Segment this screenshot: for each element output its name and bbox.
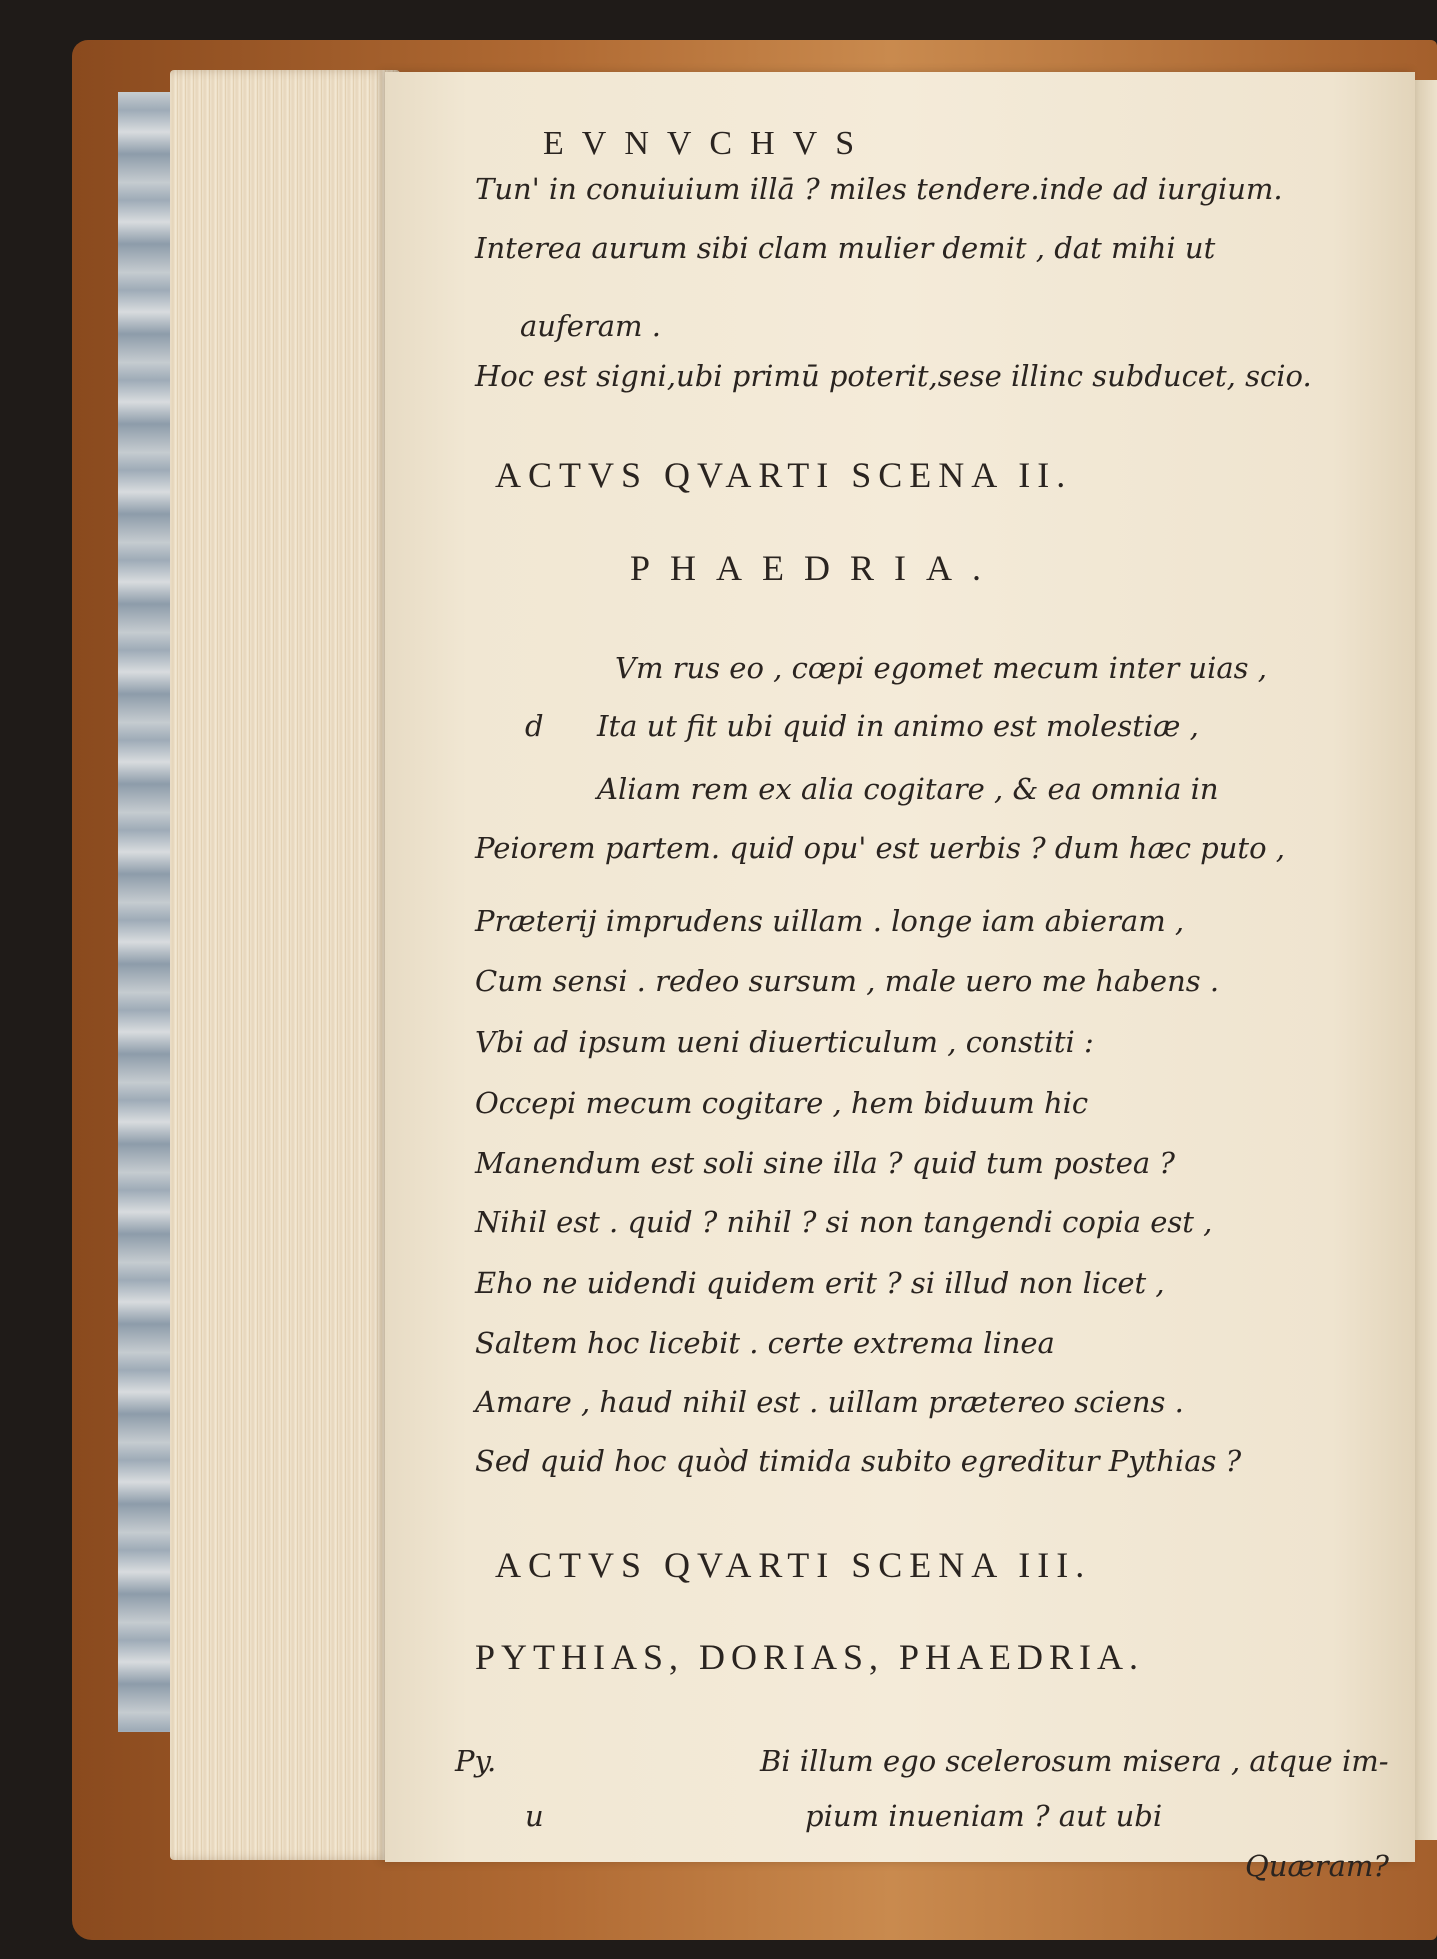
facing-page-edge <box>1412 80 1437 1840</box>
verse-line: Cum sensi . redeo sursum , male uero me habens . <box>475 964 1220 998</box>
catchword: Quæram? <box>1245 1849 1389 1883</box>
verse-line: Bi illum ego scelerosum misera , atque im- <box>760 1744 1389 1778</box>
running-title: EVNVCHVS <box>543 125 873 162</box>
verse-line: Occepi mecum cogitare , hem biduum hic <box>475 1086 1089 1120</box>
scene-speaker: PHAEDRIA. <box>630 548 1002 588</box>
text-line: Interea aurum sibi clam mulier demit , dat mihi ut <box>475 231 1216 265</box>
verse-line: Peiorem partem. quid opu' est uerbis ? dum hæc puto , <box>475 831 1285 865</box>
verse-line: Saltem hoc licebit . certe extrema linea <box>475 1326 1055 1360</box>
scene-speakers: PYTHIAS, DORIAS, PHAEDRIA. <box>475 1637 1145 1677</box>
margin-letter: u <box>525 1799 544 1833</box>
verse-line: Vm rus eo , cœpi egomet mecum inter uias , <box>615 651 1267 685</box>
verse-line: Ita ut fit ubi quid in animo est molestiæ , <box>597 709 1199 743</box>
margin-letter: d <box>525 709 544 743</box>
book-page <box>385 72 1415 1883</box>
verse-line: Præterij imprudens uillam . longe iam abieram , <box>475 904 1185 938</box>
verse-line: Amare , haud nihil est . uillam prætereo sciens . <box>475 1385 1184 1419</box>
speaker-abbrev: Py. <box>455 1744 497 1778</box>
scene-heading: ACTVS QVARTI SCENA II. <box>495 455 1073 495</box>
verse-line: Eho ne uidendi quidem erit ? si illud non licet , <box>475 1266 1165 1300</box>
scene-heading: ACTVS QVARTI SCENA III. <box>495 1545 1092 1585</box>
verse-line: Nihil est . quid ? nihil ? si non tangendi copia est , <box>475 1205 1213 1239</box>
page-block-edges <box>170 70 400 1860</box>
text-line: Hoc est signi,ubi primū poterit,sese illinc subducet, scio. <box>475 359 1312 393</box>
verse-line: Aliam rem ex alia cogitare , & ea omnia in <box>597 772 1219 806</box>
verse-line: pium inueniam ? aut ubi <box>805 1799 1163 1833</box>
text-line: auferam . <box>520 309 661 343</box>
verse-line: Manendum est soli sine illa ? quid tum postea ? <box>475 1146 1175 1180</box>
text-line: Tun' in conuiuium illā ? miles tendere.inde ad iurgium. <box>475 172 1283 206</box>
verse-line: Sed quid hoc quòd timida subito egreditur Pythias ? <box>475 1444 1242 1478</box>
verse-line: Vbi ad ipsum ueni diuerticulum , constiti : <box>475 1025 1094 1059</box>
